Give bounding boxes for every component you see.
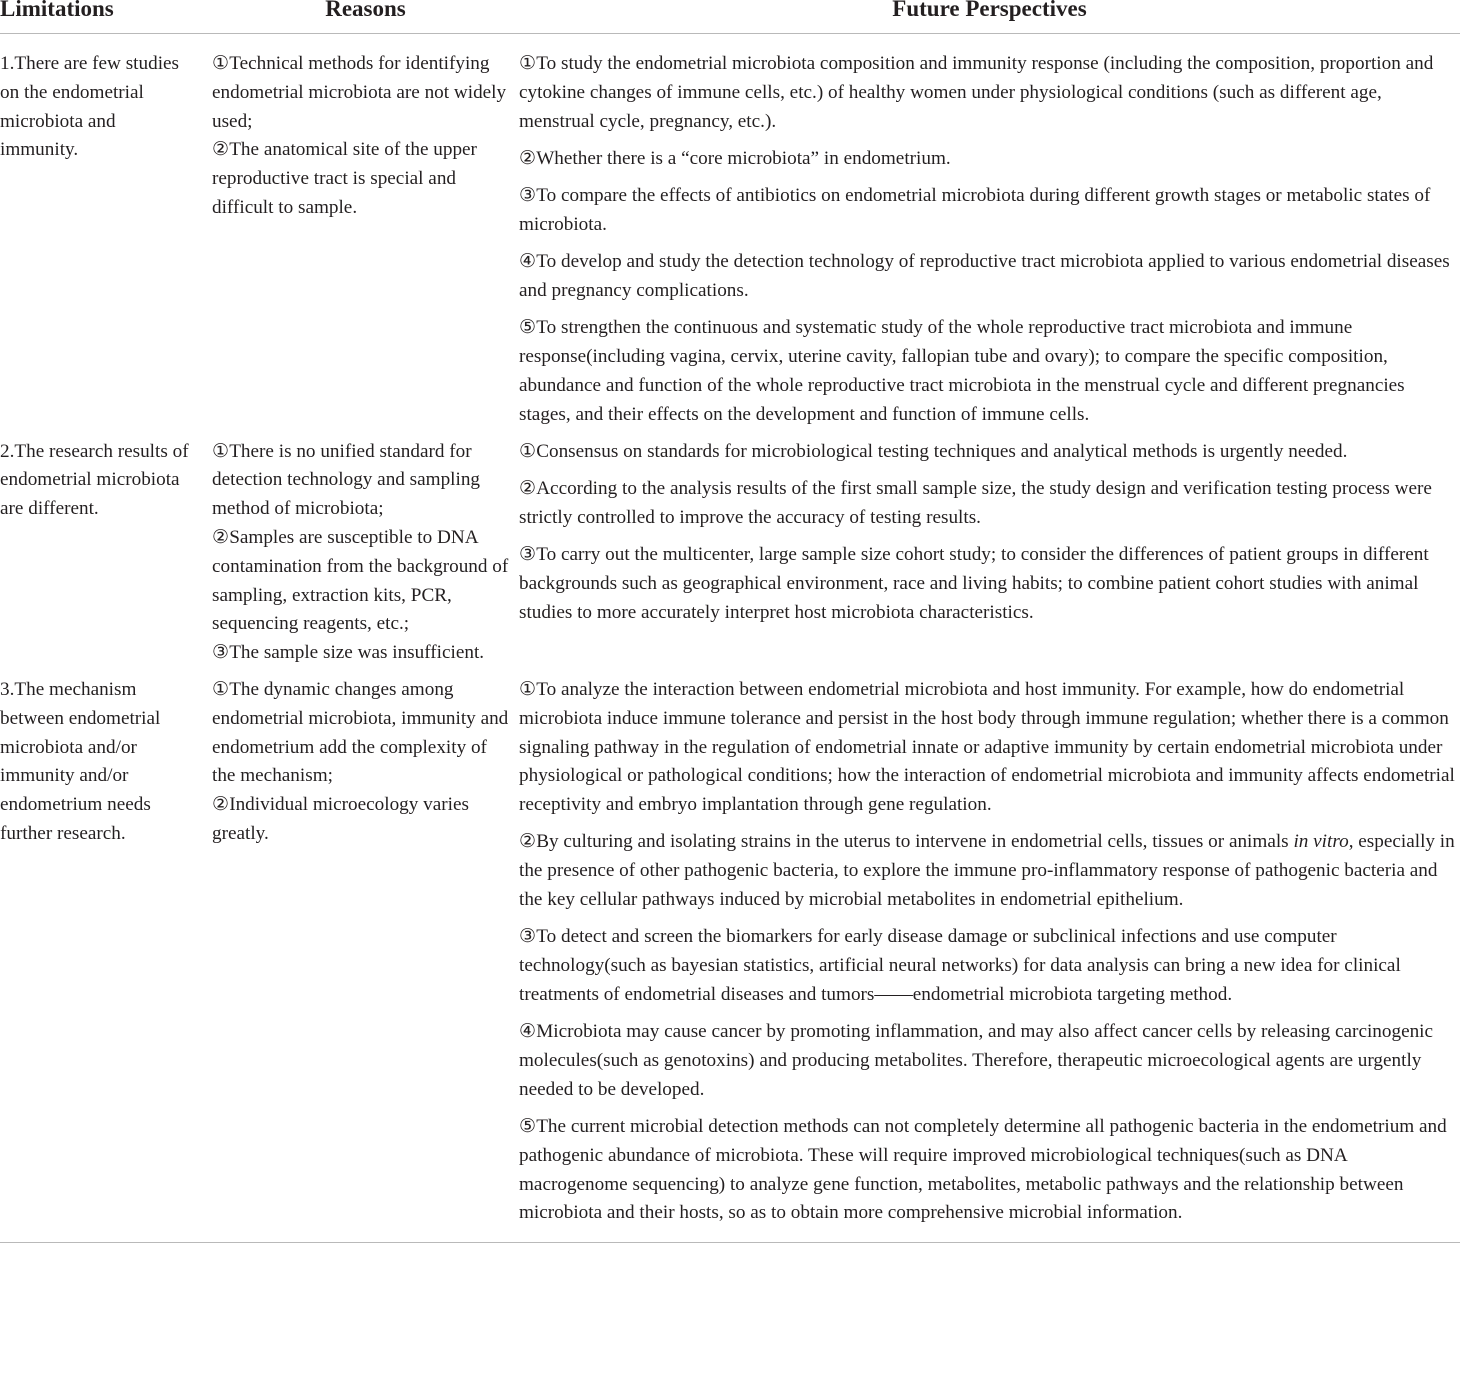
perspective-item: ③To compare the effects of antibiotics on endometrial microbiota during different growth stages or metabolic states of microbiota. bbox=[519, 185, 1431, 235]
perspective-item: ③To detect and screen the biomarkers for early disease damage or subclinical infections and use computer technology(such as bayesian statistics, artificial neural networks) for data analysis can bring a new idea for clinical treatments of endometrial diseases and tumors——endometrial microbiota targeting method. bbox=[519, 926, 1401, 1005]
header-limitations: Limitations bbox=[0, 0, 212, 31]
reason-item: ①The dynamic changes among endometrial microbiota, immunity and endometrium add the complexity of the mechanism; bbox=[212, 678, 509, 787]
reasons-cell bbox=[212, 34, 519, 438]
table-row-3 bbox=[0, 676, 1460, 1243]
perspective-item: ④To develop and study the detection technology of reproductive tract microbiota applied to various endometrial diseases and pregnancy complications. bbox=[519, 251, 1450, 302]
perspective-item: ①To analyze the interaction between endometrial microbiota and host immunity. For example, how do endometrial microbiota induce immune tolerance and persist in the host body through immune regulation; whether there is a common signaling pathway in the regulation of endometrial innate or adaptive immunity by certain endometrial microbiota under physiological or pathological conditions; how the interaction of endometrial microbiota and immunity affects endometrial receptivity and embryo implantation through gene regulation. bbox=[519, 678, 1455, 816]
limitation-cell: 2.The research results of endometrial microbiota are different. bbox=[0, 440, 189, 520]
limitation-cell: 1.There are few studies on the endometrial microbiota and immunity. bbox=[0, 53, 180, 161]
perspective-item: ⑤To strengthen the continuous and systematic study of the whole reproductive tract microbiota and immune response(including vagina, cervix, uterine cavity, fallopian tube and ovary); to compare the specific composition, abundance and function of the whole reproductive tract microbiota in the menstrual cycle and different pregnancies stages, and their effects on the development and function of immune cells. bbox=[519, 317, 1405, 425]
reason-item: ②Samples are susceptible to DNA contamination from the background of sampling, extraction kits, PCR, sequencing reagents, etc.; bbox=[212, 526, 509, 635]
header-row bbox=[0, 0, 1460, 34]
reasons-cell bbox=[212, 438, 519, 676]
perspective-item: ③To carry out the multicenter, large sample size cohort study; to consider the differences of patient groups in different backgrounds such as geographical environment, race and living habits; to combine patient cohort studies with animal studies to more accurately interpret host microbiota characteristics. bbox=[519, 543, 1429, 623]
perspective-item: ①To study the endometrial microbiota composition and immunity response (including the composition, proportion and cytokine changes of immune cells, etc.) of healthy women under physiological conditions (such as different age, menstrual cycle, pregnancy, etc.). bbox=[519, 53, 1434, 132]
reason-item: ②The anatomical site of the upper reproductive tract is special and difficult to sample. bbox=[212, 139, 477, 218]
reason-item: ③The sample size was insufficient. bbox=[212, 642, 485, 664]
table-row-2 bbox=[0, 438, 1460, 676]
reasons-cell bbox=[212, 676, 519, 1243]
header-reasons: Reasons bbox=[212, 0, 519, 31]
table-row-1 bbox=[0, 34, 1460, 438]
perspective-item: ⑤The current microbial detection methods can not completely determine all pathogenic bacteria in the endometrium and pathogenic abundance of microbiota. These will require improved microbiological techniques(such as DNA macrogenome sequencing) to analyze gene function, metabolites, metabolic pathways and the relationship between microbiota and their hosts, so as to obtain more comprehensive microbial information. bbox=[519, 1116, 1447, 1224]
header-future-perspectives: Future Perspectives bbox=[519, 0, 1460, 31]
perspective-item-in-vitro: ②By culturing and isolating strains in the uterus to intervene in endometrial cells, tissues or animals in vitro, especially in the presence of other pathogenic bacteria, to explore the immune pro-inflammatory response of pathogenic bacteria and the key cellular pathways induced by microbial metabolites in endometrial epithelium. bbox=[519, 831, 1455, 911]
perspectives-cell bbox=[519, 676, 1460, 1243]
perspectives-cell bbox=[519, 34, 1460, 438]
perspective-item: ①Consensus on standards for microbiological testing techniques and analytical methods is urgently needed. bbox=[519, 440, 1348, 462]
perspective-item: ④Microbiota may cause cancer by promoting inflammation, and may also affect cancer cells by releasing carcinogenic molecules(such as genotoxins) and producing metabolites. Therefore, therapeutic microecological agents are urgently needed to be developed. bbox=[519, 1021, 1434, 1100]
limitation-cell: 3.The mechanism between endometrial microbiota and/or immunity and/or endometrium needs further research. bbox=[0, 676, 212, 1243]
reason-item: ②Individual microecology varies greatly. bbox=[212, 794, 469, 844]
perspectives-cell bbox=[519, 438, 1460, 676]
perspective-item: ②Whether there is a “core microbiota” in endometrium. bbox=[519, 147, 951, 169]
reason-item: ①There is no unified standard for detection technology and sampling method of microbiota; bbox=[212, 440, 481, 520]
perspective-item: ②According to the analysis results of the first small sample size, the study design and verification testing process were strictly controlled to improve the accuracy of testing results. bbox=[519, 477, 1432, 528]
reason-item: ①Technical methods for identifying endometrial microbiota are not widely used; bbox=[212, 53, 507, 132]
